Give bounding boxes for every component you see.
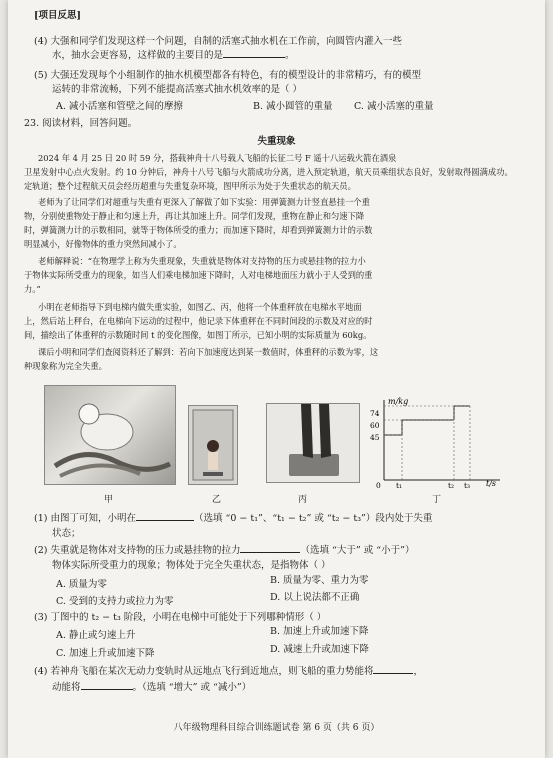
scale-photo	[266, 403, 360, 483]
graph-data-lines	[384, 406, 470, 480]
astronaut-photo	[44, 385, 176, 485]
y-tick-74: 74	[370, 409, 380, 418]
q5-option-b: B. 减小圆管的重量	[253, 101, 333, 112]
s3-option-b: B. 加速上升或加速下降	[270, 626, 369, 637]
review-header: [项目反思]	[34, 10, 81, 21]
y-tick-60: 60	[370, 421, 380, 430]
x-tick-t2: t₂	[448, 481, 455, 488]
figure-bing-label: 丙	[298, 495, 308, 505]
article-p3-line2: 于物体实际所受重力的现象，如当人们乘电梯加速下降时，人对电梯地面压力就小于人受到的重	[24, 270, 373, 280]
q23-heading: 23. 阅读材料，回答问题。	[24, 118, 138, 129]
q5-option-a: A. 减小活塞和管壁之间的摩擦	[56, 101, 183, 112]
x-tick-t3: t₃	[464, 481, 471, 488]
article-p2-line4: 明显减小，好像物体的重力突然间减小了。	[24, 239, 182, 249]
x-tick-0: 0	[376, 481, 381, 488]
q4-line1: (4) 大强和同学们发现这样一个问题，自制的活塞式抽水机在工作前，向圆管内灌入一些	[34, 36, 402, 47]
article-p1-line1: 2024 年 4 月 25 日 20 时 59 分，搭载神舟十八号载人飞船的长征二号 F 遥十八运载火箭在酒泉	[38, 153, 397, 163]
figure-yi-label: 乙	[212, 495, 222, 505]
article-p5-line1: 课后小明和同学们查阅资料还了解到：若向下加速度达到某一数值时，体重秤的示数为零，这	[38, 347, 379, 357]
q4-line2: 水，抽水会更容易，这样做的主要目的是 。	[52, 50, 295, 61]
astronaut-illustration	[45, 386, 175, 484]
q5-line1: (5) 大强还发现每个小组制作的抽水机模型都各有特色，有的模型设计的非常精巧，有的模型	[34, 70, 421, 81]
article-p4-line1: 小明在老师指导下到电梯内做失重实验，如图乙、丙，他将一个体重秤放在电梯水平地面	[38, 302, 362, 312]
s2-option-a: A. 质量为零	[56, 579, 107, 590]
feet-on-scale-illustration	[267, 404, 359, 482]
article-p3-line3: 力。”	[24, 284, 41, 294]
s2-option-b: B. 质量为零、重力为零	[270, 575, 369, 586]
s2-line1: (2) 失重就是物体对支持物的压力或悬挂物的拉力 （选填 “大于” 或 “小于”）	[34, 545, 415, 556]
article-p3-line1: 老师解释说：“在物理学上称为失重现象，失重就是物体对支持物的压力或悬挂物的拉力小	[38, 256, 366, 266]
article-p4-line2: 上，然后站上秤台，在电梯向下运动的过程中，他记录下体重秤在不同时间段的示数及对应的时	[24, 316, 373, 326]
y-axis-label: m/kg	[388, 397, 409, 406]
s1-line2: 状态；	[52, 528, 81, 539]
s3-option-c: C. 加速上升或加速下降	[56, 648, 155, 659]
elevator-photo	[188, 405, 238, 485]
s2-option-d: D. 以上说法都不正确	[270, 592, 360, 603]
q5-option-c: C. 减小活塞的重量	[354, 101, 434, 112]
s1-line1: (1) 由图丁可知，小明在 （选填 “0 − t₁”、“t₁ − t₂” 或 “t₂ − t₃”）段内处于失重	[34, 513, 433, 524]
article-p2-line3: 时，弹簧测力计的示数相同，就等于物体所受的重力；而加速下降时，却看到弹簧测力计的示数	[24, 225, 373, 235]
x-axis-label: t/s	[486, 479, 497, 488]
y-tick-45: 45	[370, 433, 380, 442]
s3-option-d: D. 减速上升或加速下降	[270, 644, 369, 655]
article-p2-line2: 物，分别使重物处于静止和匀速上升，再让其加速上升。同学们发现，重物在静止和匀速下降	[24, 211, 365, 221]
s3-option-a: A. 静止或匀速上升	[56, 630, 136, 641]
article-p2-line1: 老师为了让同学们对超重与失重有更深入了解做了如下实验：用弹簧测力计竖直悬挂一个重	[38, 197, 370, 207]
s4-line2: 动能将 。（选填 “增大” 或 “减小”）	[52, 682, 252, 693]
article-p5-line2: 种现象称为完全失重。	[24, 361, 107, 371]
s4-line1: (4) 若神舟飞船在某次无动力变轨时从远地点飞行到近地点，则飞船的重力势能将 ，	[34, 666, 423, 677]
figure-jia-label: 甲	[104, 495, 114, 505]
article-p1-line3: 定轨道；整个过程航天员会经历超重与失重复杂环境，图甲所示为处于失重状态的航天员。	[24, 181, 356, 191]
article-title: 失重现象	[257, 136, 296, 147]
s3-line1: (3) 丁图中的 t₂ − t₃ 阶段，小明在电梯中可能处于下列哪种情形（ ）	[34, 612, 327, 623]
s2-option-c: C. 受到的支持力或拉力为零	[56, 596, 174, 607]
mass-time-graph	[370, 396, 510, 488]
q5-line2: 运转的非常流畅，下列不能提高活塞式抽水机效率的是（ ）	[52, 84, 303, 95]
page-footer: 八年级物理科目综合训练题试卷 第 6 页（共 6 页）	[173, 723, 380, 733]
x-tick-t1: t₁	[396, 481, 403, 488]
s2-line2: 物体实际所受重力的现象；物体处于完全失重状态，是指物体（ ）	[52, 560, 331, 571]
elevator-illustration	[189, 406, 237, 484]
exam-page	[8, 0, 545, 758]
article-p1-line2: 卫星发射中心点火发射。约 10 分钟后，神舟十八号飞船与火箭成功分离，进入预定轨道，航天员乘组状态良好，发射取得圆满成功。	[24, 167, 513, 177]
figure-ding-label: 丁	[432, 495, 442, 505]
article-p4-line3: 间，描绘出了体重秤的示数随时间 t 的变化图像，如图丁所示，已知小明的实际质量为 60kg。	[24, 330, 372, 340]
